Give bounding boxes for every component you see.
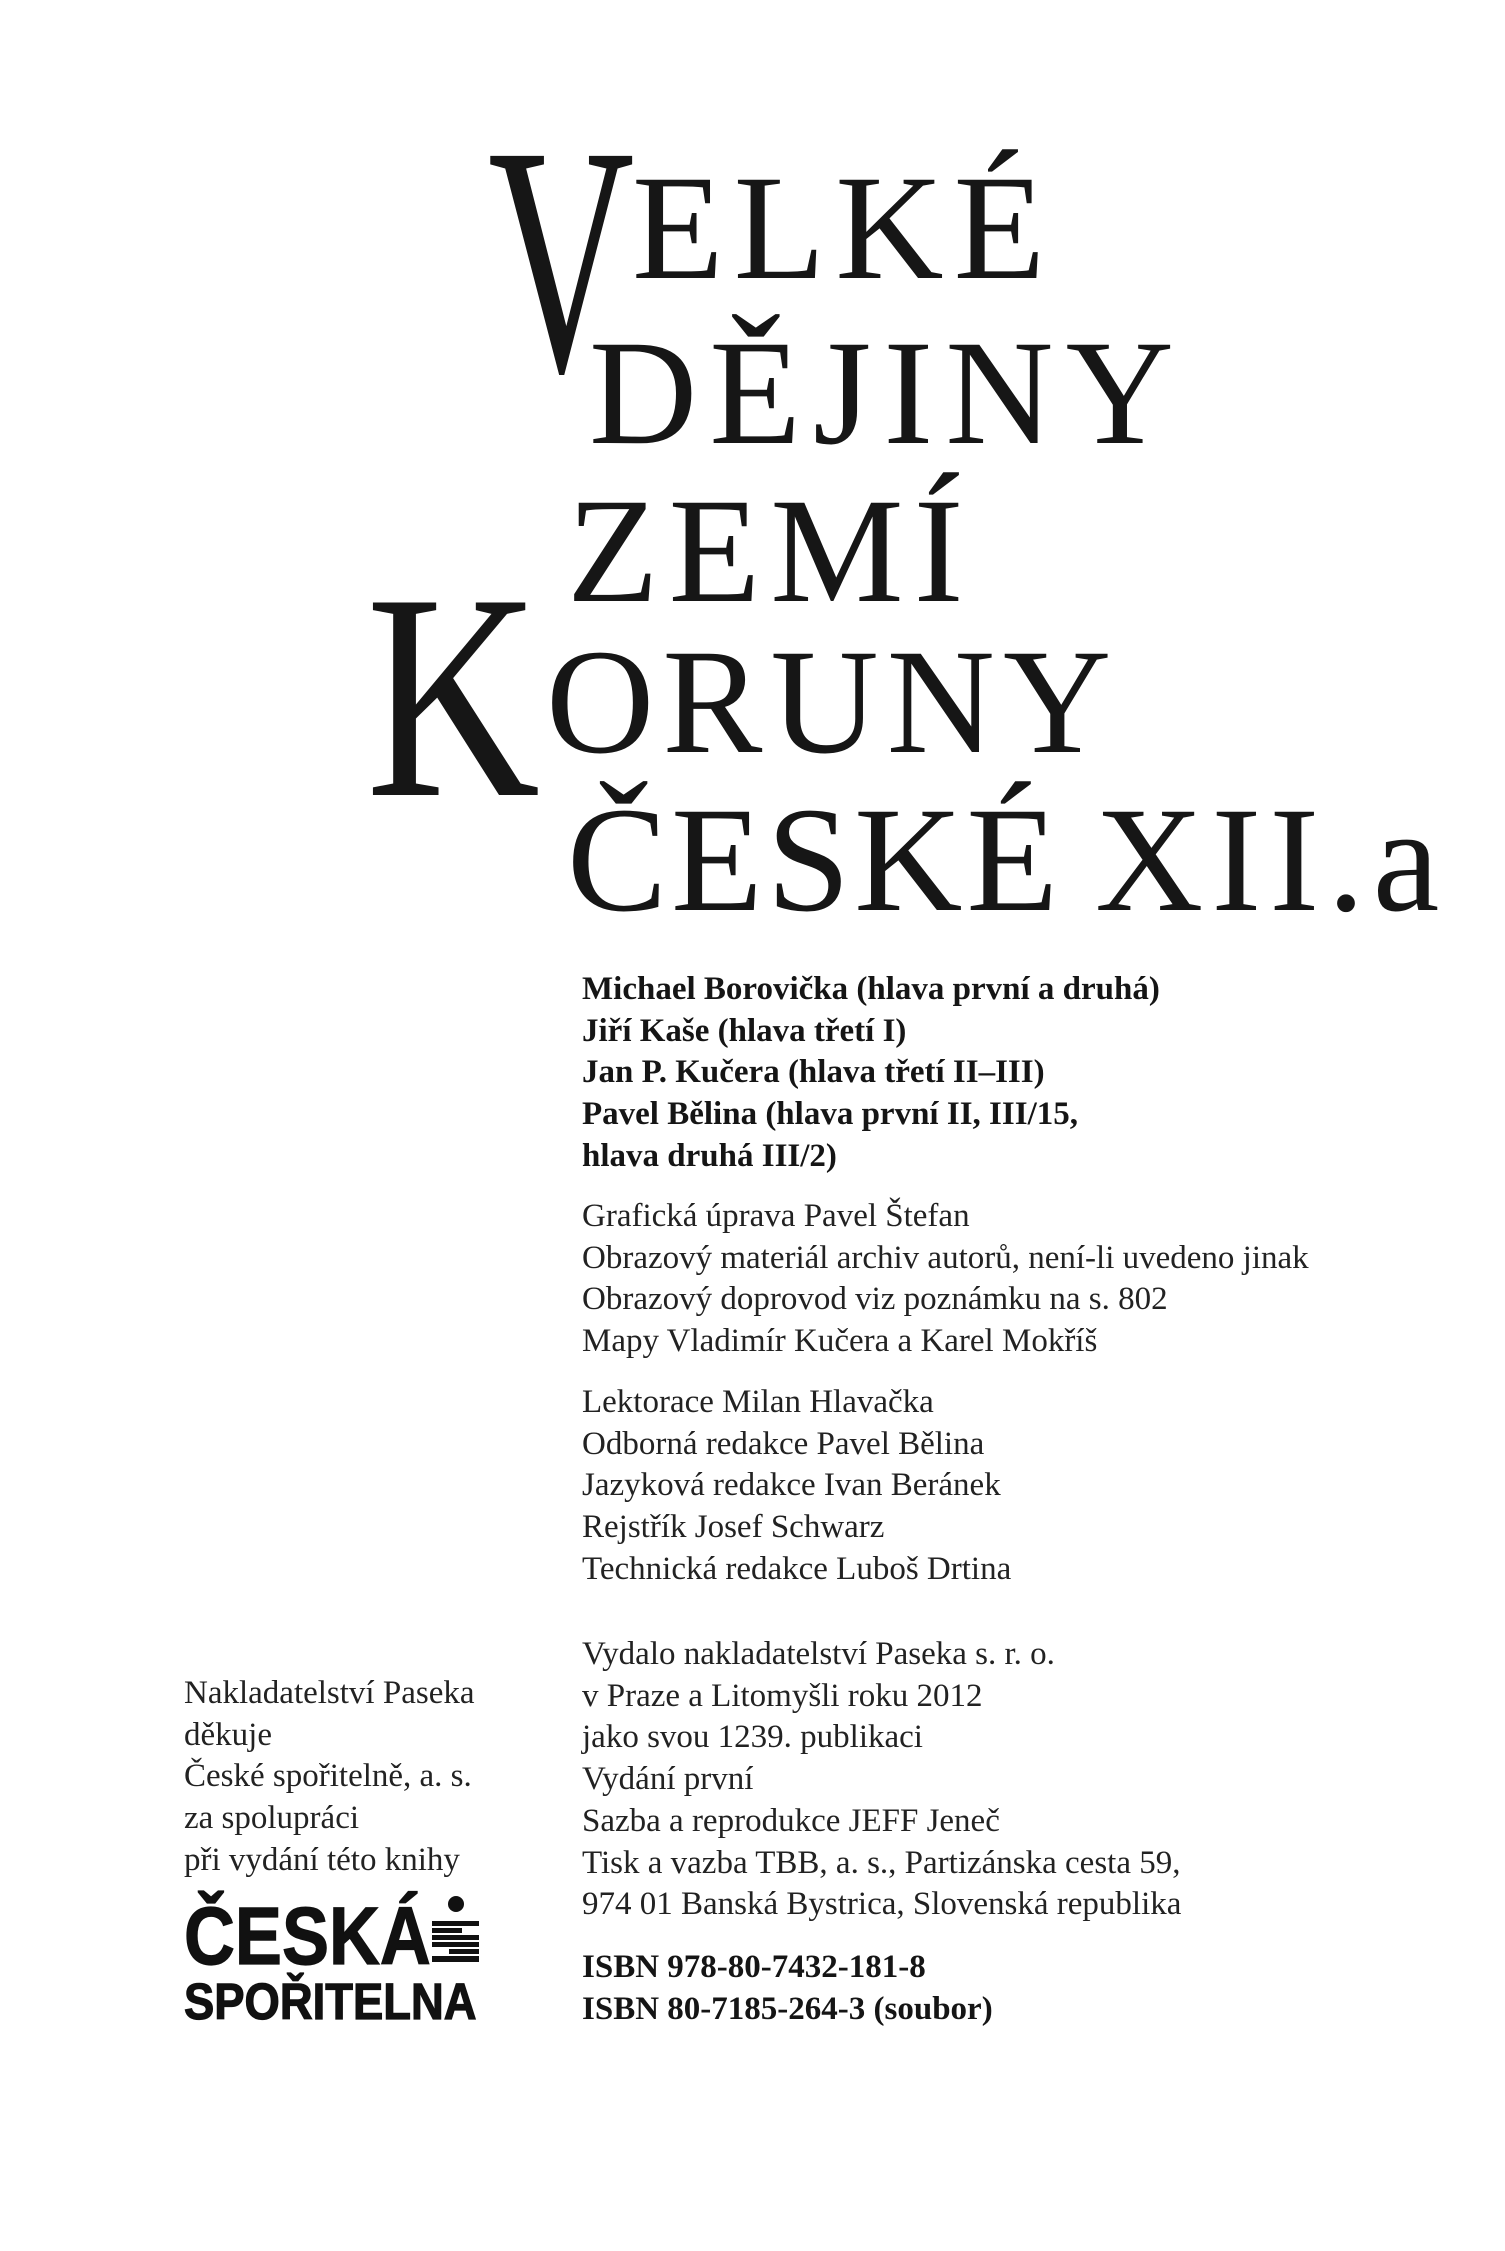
sponsor-note-line: za spolupráci <box>184 1800 360 1837</box>
credit-line: Jazyková redakce Ivan Beránek <box>582 1467 1001 1504</box>
production-credits-block <box>582 1196 1309 1363</box>
credit-line: Rejstřík Josef Schwarz <box>582 1509 885 1546</box>
imprint-line: jako svou 1239. publikaci <box>582 1719 923 1756</box>
sponsor-note-line: při vydání této knihy <box>184 1841 460 1878</box>
credit-line: Mapy Vladimír Kučera a Karel Mokříš <box>582 1323 1098 1360</box>
title-drop-cap-v: V <box>488 79 635 441</box>
author-line: hlava druhá III/2) <box>582 1137 837 1174</box>
sponsor-note-block <box>184 1673 475 1882</box>
title-line-3: ZEMÍ <box>567 468 974 634</box>
sponsor-note-line: děkuje <box>184 1716 272 1753</box>
title-line-4: ORUNY <box>546 619 1120 785</box>
credit-line: Technická redakce Luboš Drtina <box>582 1550 1012 1587</box>
title-volume-number: XII.a <box>1095 777 1448 943</box>
credit-line: Obrazový materiál archiv autorů, není-li uvedeno jinak <box>582 1239 1309 1276</box>
credit-line: Lektorace Milan Hlavačka <box>582 1384 934 1420</box>
title-line-5: ČESKÉ <box>567 777 1063 943</box>
isbn-block <box>582 1947 993 2030</box>
credit-line: Obrazový doprovod viz poznámku na s. 802 <box>582 1281 1168 1318</box>
title-line-1: ELKÉ <box>632 145 1056 311</box>
sponsor-logo-line-2: SPOŘITELNA <box>184 1973 477 2030</box>
author-line: Jan P. Kučera (hlava třetí II–III) <box>582 1054 1045 1091</box>
imprint-block <box>582 1634 1181 1926</box>
sponsor-note-line: Nakladatelství Paseka <box>184 1675 475 1711</box>
imprint-line: Tisk a vazba TBB, a. s., Partizánska cesta 59, <box>582 1844 1181 1881</box>
imprint-line: Vydání první <box>582 1761 754 1798</box>
imprint-line: Vydalo nakladatelství Paseka s. r. o. <box>582 1636 1055 1672</box>
author-line: Jiří Kaše (hlava třetí I) <box>582 1012 907 1049</box>
sponsor-logo-line-1: ČESKÁ <box>184 1891 431 1982</box>
author-line: Michael Borovička (hlava první a druhá) <box>582 971 1160 1007</box>
imprint-line: Sazba a reprodukce JEFF Jeneč <box>582 1802 1000 1839</box>
isbn-line: ISBN 80-7185-264-3 (soubor) <box>582 1990 993 2027</box>
sponsor-note-line: České spořitelně, a. s. <box>184 1758 472 1795</box>
credit-line: Grafická úprava Pavel Štefan <box>582 1198 970 1234</box>
author-line: Pavel Bělina (hlava první II, III/15, <box>582 1096 1078 1133</box>
isbn-line: ISBN 978-80-7432-181-8 <box>582 1949 926 1985</box>
authors-block <box>582 969 1160 1178</box>
title-line-2: DĚJINY <box>589 310 1186 476</box>
title-drop-cap-k: K <box>366 533 541 859</box>
imprint-line: v Praze a Litomyšli roku 2012 <box>582 1677 983 1714</box>
editorial-credits-block <box>582 1382 1011 1591</box>
ceska-sporitelna-s-icon <box>432 1894 482 1970</box>
imprint-line: 974 01 Banská Bystrica, Slovenská republika <box>582 1886 1182 1923</box>
credit-line: Odborná redakce Pavel Bělina <box>582 1425 985 1462</box>
